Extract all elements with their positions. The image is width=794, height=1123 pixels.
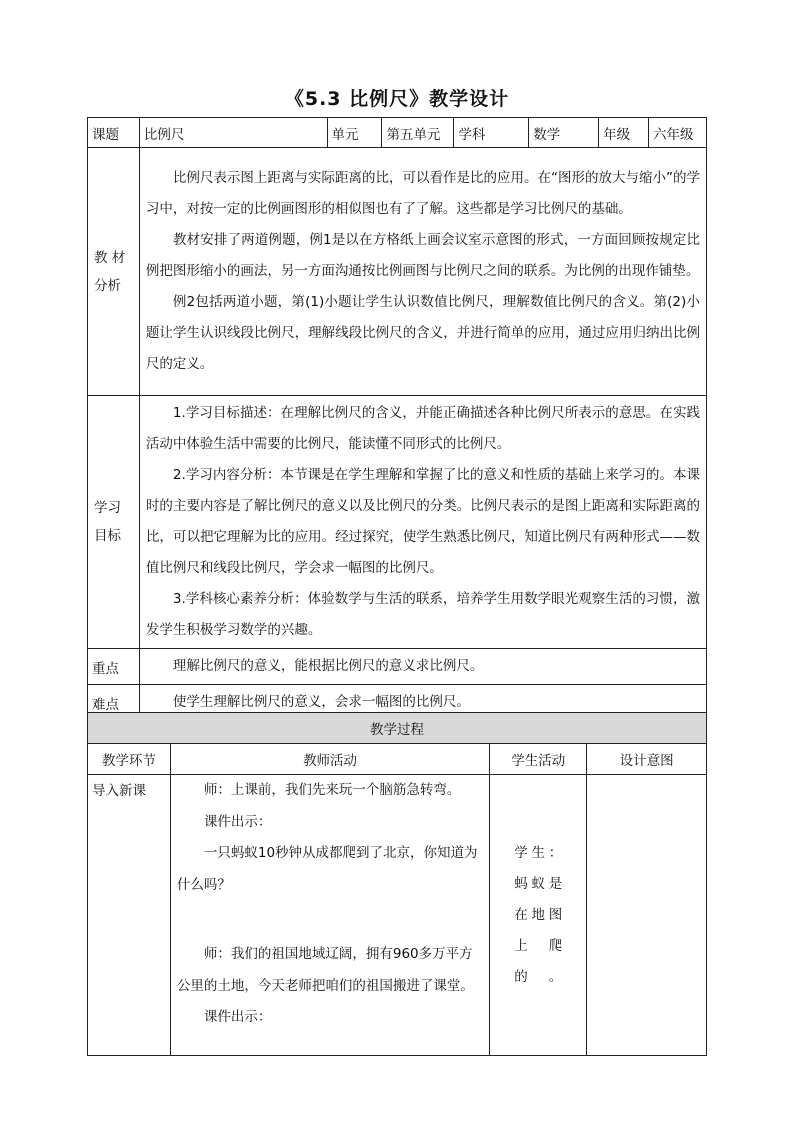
material-label-line1: 教 材	[94, 249, 126, 266]
material-label-line2: 分析	[94, 277, 121, 294]
teacher-line: 师：上课前，我们先来玩一个脑筋急转弯。	[203, 782, 461, 798]
design-intent-cell	[587, 775, 707, 1056]
student-activity-text: 学生：蚂蚁是在地图上爬的。	[514, 844, 563, 985]
teaching-process-table	[87, 712, 707, 1056]
student-activity-cell	[490, 775, 587, 1056]
topic-label: 课题	[88, 118, 140, 148]
key-point-row	[88, 649, 707, 685]
material-analysis-row	[88, 148, 707, 396]
teacher-line: 一只蚂蚁10秒钟从成都爬到了北京，你知道为什么吗？	[176, 845, 478, 893]
lesson-info-table	[87, 117, 707, 721]
info-row	[88, 118, 707, 148]
key-point-cell	[139, 649, 706, 685]
process-header: 教学过程	[88, 713, 707, 744]
teacher-activity-cell	[170, 775, 489, 1056]
column-teacher: 教师活动	[170, 744, 489, 775]
difficulty-label: 难点	[88, 685, 140, 721]
spacer	[177, 901, 483, 939]
subject-label: 学科	[454, 118, 529, 148]
process-row	[88, 775, 707, 1056]
stage-cell: 导入新课	[88, 775, 171, 1056]
material-analysis-content	[139, 148, 706, 396]
process-header-row	[88, 713, 707, 744]
learning-goals-label	[88, 396, 140, 649]
material-paragraph: 例2包括两道小题，第(1)小题让学生认识数值比例尺，理解数值比例尺的含义。第(2)小题让学生认识线段比例尺，理解线段比例尺的含义，并进行简单的应用，通过应用归纳出比例尺的定义。	[145, 294, 700, 372]
topic-value: 比例尺	[139, 118, 327, 148]
grade-value: 六年级	[649, 118, 707, 148]
learning-goals-content	[139, 396, 706, 649]
material-analysis-label	[88, 148, 140, 396]
column-stage: 教学环节	[88, 744, 171, 775]
learning-goals-row	[88, 396, 707, 649]
subject-value: 数学	[529, 118, 599, 148]
material-paragraph: 比例尺表示图上距离与实际距离的比，可以看作是比的应用。在“图形的放大与缩小”的学习中，对按一定的比例画图形的相似图也有了了解。这些都是学习比例尺的基础。	[145, 170, 700, 217]
document-title: 《5.3 比例尺》教学设计	[284, 88, 510, 110]
goals-paragraph: 1.学习目标描述：在理解比例尺的含义，并能正确描述各种比例尺所表示的意思。在实践活动中体验生活中需要的比例尺，能读懂不同形式的比例尺。	[145, 405, 700, 452]
column-student: 学生活动	[490, 744, 587, 775]
unit-value: 第五单元	[382, 118, 454, 148]
goals-paragraph: 2.学习内容分析：本节课是在学生理解和掌握了比的意义和性质的基础上来学习的。本课时的主要内容是了解比例尺的意义以及比例尺的分类。比例尺表示的是图上距离和实际距离的比，可以把它理解为比的应用。经过探究，使学生熟悉比例尺，知道比例尺有两种形式——数值比例尺和线段比例尺，学会求一幅图的比例尺。	[145, 467, 700, 576]
teacher-line: 师：我们的祖国地域辽阔，拥有960多万平方公里的土地，今天老师把咱们的祖国搬进了课堂。	[176, 946, 474, 994]
unit-label: 单元	[327, 118, 382, 148]
goals-paragraph: 3.学科核心素养分析：体验数学与生活的联系，培养学生用数学眼光观察生活的习惯，激发学生积极学习数学的兴趣。	[145, 591, 700, 638]
key-point-text: 理解比例尺的意义，能根据比例尺的意义求比例尺。	[172, 658, 484, 674]
difficulty-text: 使学生理解比例尺的意义，会求一幅图的比例尺。	[172, 694, 470, 710]
key-point-label: 重点	[88, 649, 140, 685]
grade-label: 年级	[599, 118, 649, 148]
teacher-line: 课件出示：	[203, 813, 272, 830]
column-design: 设计意图	[587, 744, 707, 775]
process-columns-row	[88, 744, 707, 775]
goals-label-line1: 学习	[94, 500, 121, 516]
material-paragraph: 教材安排了两道例题，例1是以在方格纸上画会议室示意图的形式，一方面回顾按规定比例把图形缩小的画法，另一方面沟通按比例画图与比例尺之间的联系。为比例的出现作铺垫。	[145, 232, 700, 279]
goals-label-line2: 目标	[94, 528, 121, 544]
teacher-line: 课件出示：	[203, 1009, 272, 1025]
